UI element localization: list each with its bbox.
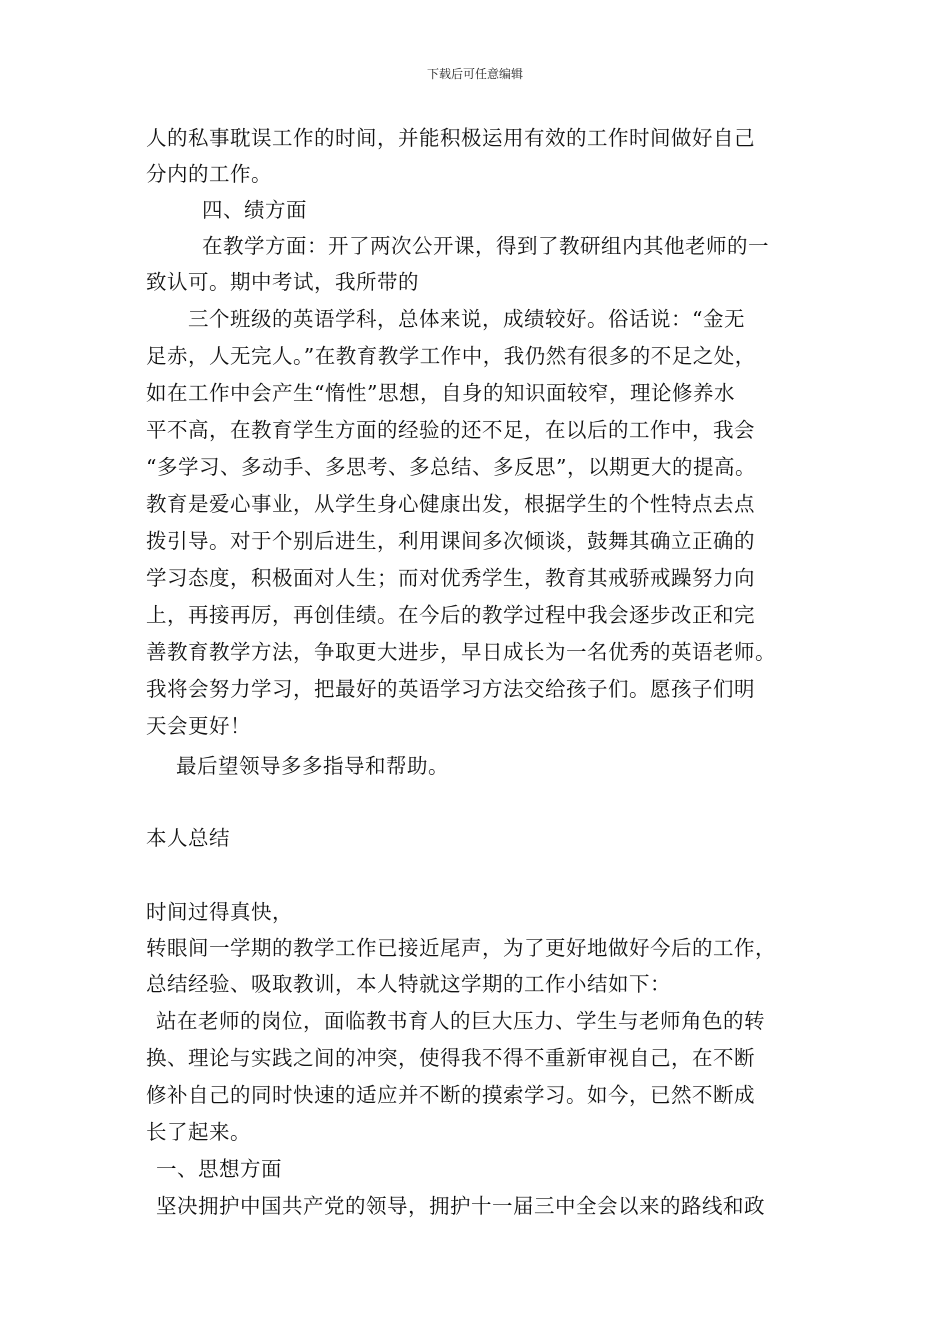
section-heading: 一、思想方面 xyxy=(156,1157,282,1181)
body-line: 转眼间一学期的教学工作已接近尾声，为了更好地做好今后的工作， xyxy=(146,936,776,960)
body-line: 三个班级的英语学科，总体来说，成绩较好。俗话说：“金无 xyxy=(188,307,745,331)
body-line: 致认可。期中考试，我所带的 xyxy=(146,270,419,294)
section-heading: 四、绩方面 xyxy=(202,198,307,222)
body-line: 修补自己的同时快速的适应并不断的摸索学习。如今，已然不断成 xyxy=(146,1083,755,1107)
body-line: 足赤，人无完人。”在教育教学工作中，我仍然有很多的不足之处， xyxy=(146,344,756,368)
body-line: 善教育教学方法，争取更大进步，早日成长为一名优秀的英语老师。 xyxy=(146,640,776,664)
page-header: 下载后可任意编辑 xyxy=(426,67,523,81)
body-line: 在教学方面：开了两次公开课，得到了教研组内其他老师的一 xyxy=(202,234,769,258)
body-line: “多学习、多动手、多思考、多总结、多反思”，以期更大的提高。 xyxy=(146,455,756,479)
body-line: 学习态度，积极面对人生；而对优秀学生，教育其戒骄戒躁努力向 xyxy=(146,566,755,590)
body-line: 时间过得真快， xyxy=(146,900,293,924)
body-line: 最后望领导多多指导和帮助。 xyxy=(176,754,449,778)
body-line: 换、理论与实践之间的冲突，使得我不得不重新审视自己，在不断 xyxy=(146,1046,755,1070)
body-line: 坚决拥护中国共产党的领导，拥护十一届三中全会以来的路线和政 xyxy=(156,1194,765,1218)
body-line: 平不高，在教育学生方面的经验的还不足，在以后的工作中，我会 xyxy=(146,418,755,442)
body-line: 我将会努力学习，把最好的英语学习方法交给孩子们。愿孩子们明 xyxy=(146,677,755,701)
body-line: 拨引导。对于个别后进生，利用课间多次倾谈，鼓舞其确立正确的 xyxy=(146,529,755,553)
body-line: 如在工作中会产生“惰性”思想，自身的知识面较窄，理论修养水 xyxy=(146,381,735,405)
body-line: 分内的工作。 xyxy=(146,162,272,186)
body-line: 教育是爱心事业，从学生身心健康出发，根据学生的个性特点去点 xyxy=(146,492,755,516)
section-title: 本人总结 xyxy=(146,826,230,850)
body-line: 上，再接再厉，再创佳绩。在今后的教学过程中我会逐步改正和完 xyxy=(146,603,755,627)
body-line: 长了起来。 xyxy=(146,1120,251,1144)
body-line: 人的私事耽误工作的时间，并能积极运用有效的工作时间做好自己 xyxy=(146,126,755,150)
body-line: 站在老师的岗位，面临教书育人的巨大压力、学生与老师角色的转 xyxy=(156,1009,765,1033)
body-line: 总结经验、吸取教训，本人特就这学期的工作小结如下： xyxy=(146,972,671,996)
body-line: 天会更好！ xyxy=(146,714,251,738)
